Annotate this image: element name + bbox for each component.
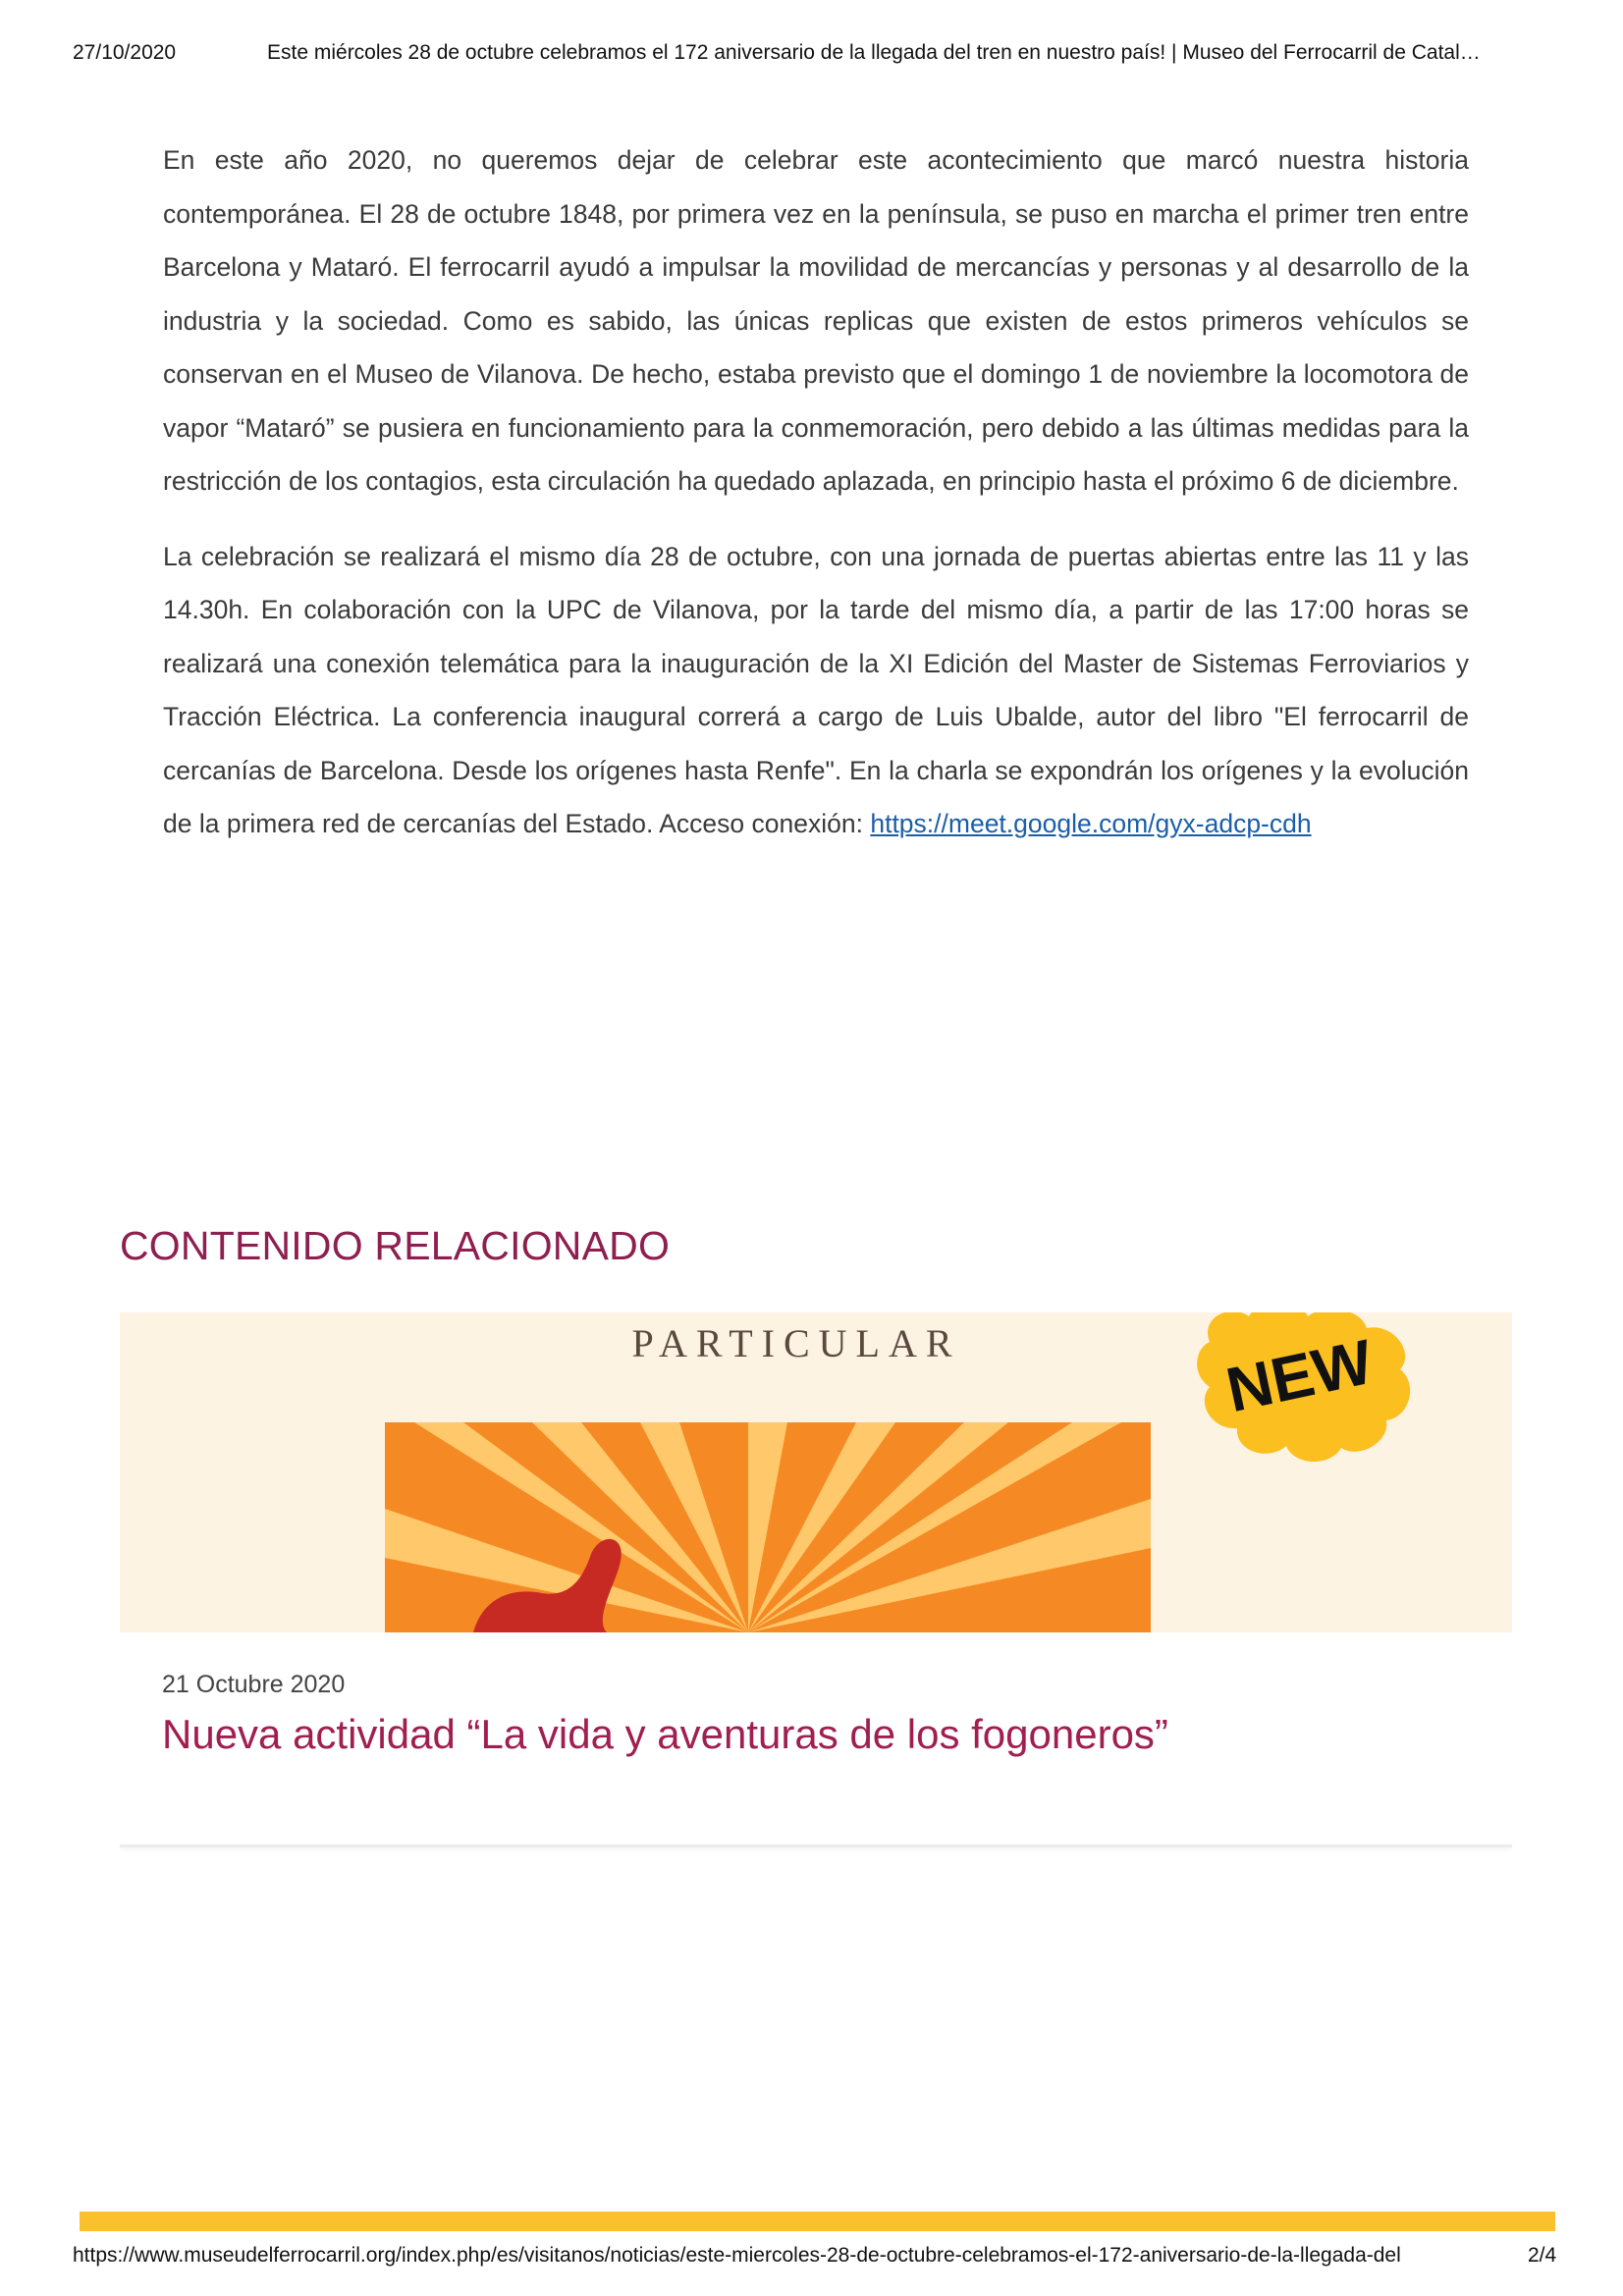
print-date: 27/10/2020 bbox=[73, 41, 177, 64]
related-card[interactable] bbox=[120, 1312, 1512, 1847]
image-banner-text: PARTICULAR bbox=[631, 1321, 961, 1365]
article-paragraph-2-text: La celebración se realizará el mismo día 28 de octubre, con una jornada de puertas abiertas entre las 11 y las 14.30h. En colaboración con la UPC de Vilanova, por la tarde del mismo día, a partir de las 17:00 horas se realizará una conexión telemática para la inauguración de la XI Edición del Master de Sistemas Ferroviarios y Tracción Eléctrica. La conferencia inaugural correrá a cargo de Luis Ubalde, autor del libro "El ferrocarril de cercanías de Barcelona. Desde los orígenes hasta Renfe". En la charla se expondrán los orígenes y la evolución de la primera red de cercanías del Estado. Acceso conexión: bbox=[163, 541, 1469, 838]
meet-link[interactable]: https://meet.google.com/gyx-adcp-cdh bbox=[870, 809, 1312, 838]
new-badge-text: NEW bbox=[1219, 1325, 1379, 1426]
related-card-image[interactable] bbox=[120, 1312, 1512, 1632]
related-card-title[interactable]: Nueva actividad “La vida y aventuras de los fogoneros” bbox=[162, 1711, 1168, 1757]
print-header bbox=[0, 0, 1623, 108]
card-image-illustration bbox=[120, 1312, 1512, 1632]
article-paragraph-2 bbox=[163, 530, 1469, 851]
print-page-title: Este miércoles 28 de octubre celebramos el 172 aniversario de la llegada del tren en nuestro país! | Museo del Ferrocarril de Catal… bbox=[267, 41, 1481, 64]
related-content-heading: CONTENIDO RELACIONADO bbox=[120, 1223, 671, 1268]
article-paragraph-1: En este año 2020, no queremos dejar de celebrar este acontecimiento que marcó nuestra historia contemporánea. El 28 de octubre 1848, por primera vez en la península, se puso en marcha el primer tren entre Barcelona y Mataró. El ferrocarril ayudó a impulsar la movilidad de mercancías y personas y al desarrollo de la industria y la sociedad. Como es sabido, las únicas replicas que existen de estos primeros vehículos se conservan en el Museo de Vilanova. De hecho, estaba previsto que el domingo 1 de noviembre la locomotora de vapor “Mataró” se pusiera en funcionamiento para la conmemoración, pero debido a las últimas medidas para la restricción de los contagios, esta circulación ha quedado aplazada, en principio hasta el próximo 6 de diciembre. bbox=[163, 145, 1469, 496]
footer-accent-bar bbox=[80, 2212, 1555, 2231]
article-body bbox=[163, 133, 1469, 873]
card-divider bbox=[120, 1844, 1512, 1847]
print-page-number: 2/4 bbox=[1528, 2244, 1557, 2267]
print-url: https://www.museudelferrocarril.org/index.php/es/visitanos/noticias/este-miercoles-28-de-octubre-celebramos-el-172-aniversario-de-la-llegada-del bbox=[73, 2244, 1401, 2267]
related-card-date: 21 Octubre 2020 bbox=[162, 1671, 346, 1698]
